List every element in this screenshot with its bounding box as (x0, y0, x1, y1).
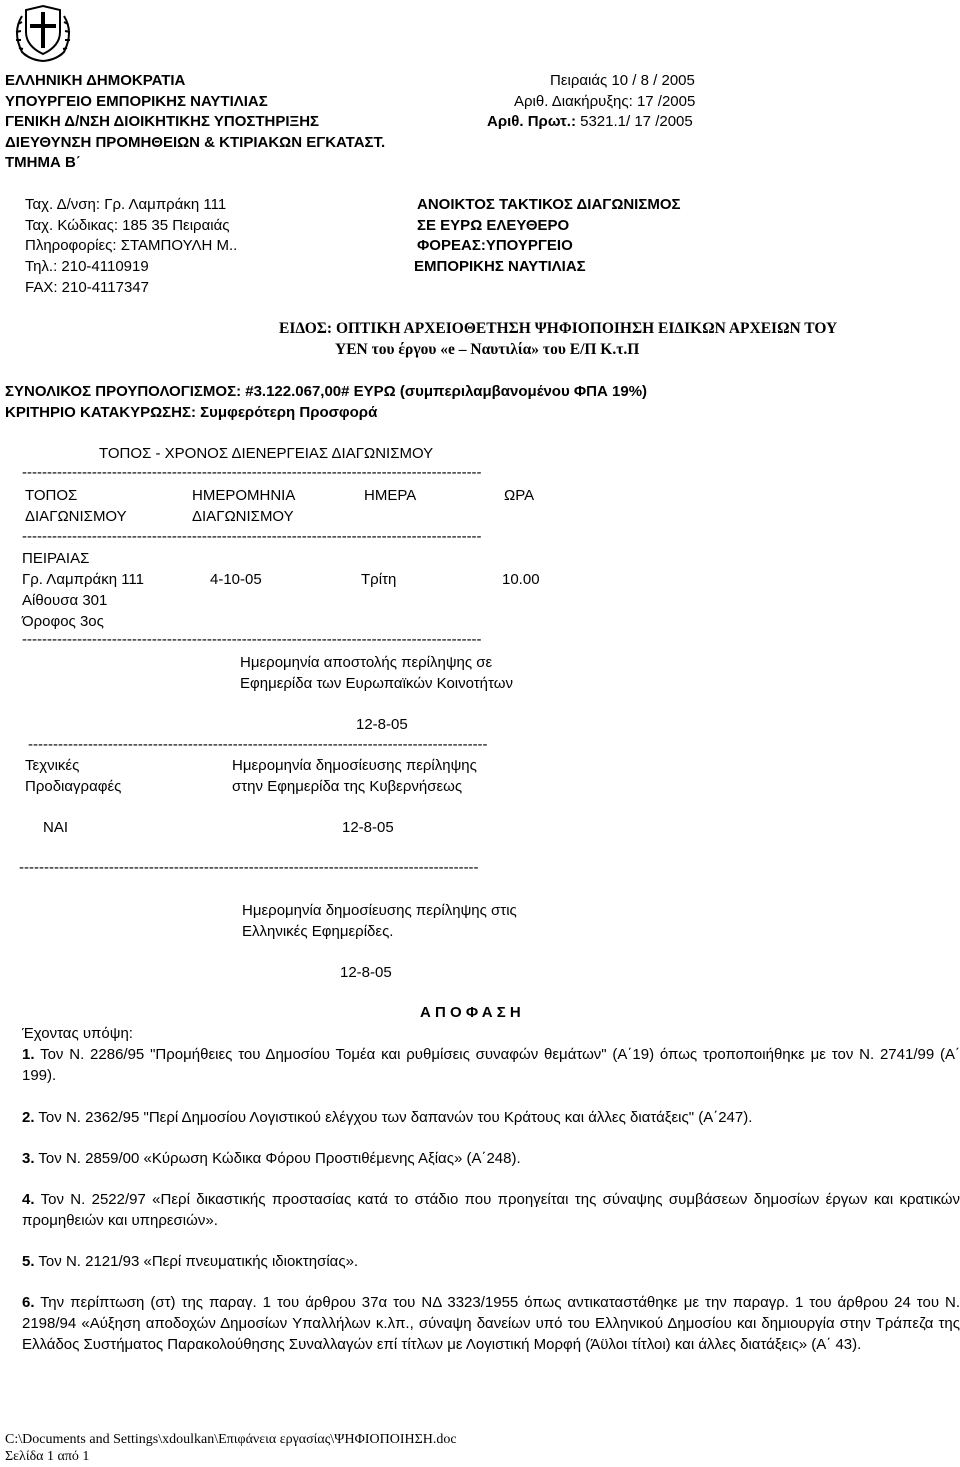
gov-gazette-label-2: στην Εφημερίδα της Κυβερνήσεως (232, 778, 463, 795)
decision-title: Α Π Ο Φ Α Σ Η (420, 1004, 521, 1021)
eu-publication-date: 12-8-05 (356, 716, 408, 733)
greek-newspapers-date: 12-8-05 (340, 964, 392, 981)
separator-line: -------------------------------------------------------------------------------------------- (22, 464, 482, 481)
header-directorate: ΔΙΕΥΘΥΝΣΗ ΠΡΟΜΗΘΕΙΩΝ & ΚΤΙΡΙΑΚΩΝ ΕΓΚΑΤΑΣΤ. (5, 134, 386, 151)
considering-label: Έχοντας υπόψη: (22, 1025, 133, 1042)
footer-page-number: Σελίδα 1 από 1 (5, 1449, 90, 1464)
legal-item: 3. Τον Ν. 2859/00 «Κύρωση Κώδικα Φόρου Προστιθέμενης Αξίας» (Α΄248). (22, 1150, 521, 1167)
eu-publication-label-2: Εφημερίδα των Ευρωπαϊκών Κοινοτήτων (240, 675, 513, 692)
footer-file-path: C:\Documents and Settings\xdoulkan\Επιφάνεια εργασίας\ΨΗΦΙΟΠΟΙΗΣΗ.doc (5, 1432, 457, 1447)
row-floor: Όροφος 3ος (22, 613, 104, 630)
legal-item: 2. Τον Ν. 2362/95 "Περί Δημοσίου Λογιστικού ελέγχου των δαπανών του Κράτους και άλλες διατάξεις" (Α΄247). (22, 1109, 753, 1126)
header-ministry: ΥΠΟΥΡΓΕΙΟ ΕΜΠΟΡΙΚΗΣ ΝΑΥΤΙΛΙΑΣ (5, 93, 268, 110)
gov-gazette-label: Ημερομηνία δημοσίευσης περίληψης (232, 757, 477, 774)
eu-publication-label: Ημερομηνία αποστολής περίληψης σε (240, 654, 493, 671)
tender-title-line: ΦΟΡΕΑΣ:ΥΠΟΥΡΓΕΙΟ (417, 237, 573, 254)
greek-newspapers-label-2: Ελληνικές Εφημερίδες. (242, 923, 394, 940)
greek-newspapers-label: Ημερομηνία δημοσίευσης περίληψης στις (242, 902, 517, 919)
legal-item: 4. Τον Ν. 2522/97 «Περί δικαστικής προστασίας κατά το στάδιο που προηγείται της σύναψης συμβάσεων δημοσίων έργων και κρατικών προμηθειών και υπηρεσιών». (22, 1191, 960, 1229)
gov-gazette-date: 12-8-05 (342, 819, 394, 836)
specs-value: ΝΑΙ (43, 819, 69, 836)
total-budget: ΣΥΝΟΛΙΚΟΣ ΠΡΟΥΠΟΛΟΓΙΣΜΟΣ: #3.122.067,00# ΕΥΡΩ (συμπεριλαμβανομένου ΦΠΑ 19%) (5, 383, 648, 400)
specs-label: Τεχνικές (25, 757, 80, 774)
header-place-sub: ΔΙΑΓΩΝΙΣΜΟΥ (25, 508, 127, 525)
award-criterion: ΚΡΙΤΗΡΙΟ ΚΑΤΑΚΥΡΩΣΗΣ: Συμφερότερη Προσφορά (5, 404, 378, 421)
header-time: ΩΡΑ (504, 487, 535, 504)
contact-phone: Τηλ.: 210-4110919 (25, 258, 149, 275)
protocol-number: Αριθ. Πρωτ.: 5321.1/ 17 /2005 (487, 113, 693, 130)
contact-fax: FAX: 210-4117347 (25, 279, 149, 296)
contact-address: Ταχ. Δ/νση: Γρ. Λαμπράκη 111 (25, 196, 227, 213)
separator-line: -------------------------------------------------------------------------------------------- (22, 631, 482, 648)
row-time: 10.00 (502, 571, 540, 588)
separator-line: -------------------------------------------------------------------------------------------- (19, 859, 479, 876)
header-directorate-general: ΓΕΝΙΚΗ Δ/ΝΣΗ ΔΙΟΙΚΗΤΙΚΗΣ ΥΠΟΣΤΗΡΙΞΗΣ (5, 113, 320, 130)
row-date: 4-10-05 (210, 571, 262, 588)
contact-postcode: Ταχ. Κώδικας: 185 35 Πειραιάς (25, 217, 230, 234)
separator-line: -------------------------------------------------------------------------------------------- (28, 736, 488, 753)
row-room: Αίθουσα 301 (22, 592, 108, 609)
greek-coat-of-arms-icon (8, 2, 78, 64)
legal-item: 6. Την περίπτωση (στ) της παραγ. 1 του άρθρου 37α του ΝΔ 3323/1955 όπως αντικαταστάθηκε με την παραγρ. 1 του άρθρου 24 του Ν. 2198/94 «Αύξηση αποδοχών Δημοσίων Υπαλλήλων κ.λπ., σύναψη δανείων υπό του Ελληνικού Δημοσίου και δημιουργία στην Τράπεζα της Ελλάδος Συστήματος Παρακολούθησης Συναλλαγών επί τίτλων με Λογιστική Μορφή (Άϋλοι τίτλοι) και άλλες διατάξεις» (Α΄ 43). (22, 1294, 960, 1353)
legal-item: 5. Τον Ν. 2121/93 «Περί πνευματικής ιδιοκτησίας». (22, 1253, 359, 1270)
place-time-heading: ΤΟΠΟΣ - ΧΡΟΝΟΣ ΔΙΕΝΕΡΓΕΙΑΣ ΔΙΑΓΩΝΙΣΜΟΥ (99, 445, 434, 462)
document-date: Πειραιάς 10 / 8 / 2005 (550, 72, 695, 89)
tender-title-line: ΑΝΟΙΚΤΟΣ ΤΑΚΤΙΚΟΣ ΔΙΑΓΩΝΙΣΜΟΣ (417, 196, 681, 213)
header-date: ΗΜΕΡΟΜΗΝΙΑ (192, 487, 296, 504)
notice-number: Αριθ. Διακήρυξης: 17 /2005 (514, 93, 696, 110)
row-day: Τρίτη (361, 571, 397, 588)
header-place: ΤΟΠΟΣ (25, 487, 78, 504)
separator-line: -------------------------------------------------------------------------------------------- (22, 528, 482, 545)
legal-item: 1. Τον Ν. 2286/95 "Προμήθειες του Δημοσίου Τομέα και ρυθμίσεις συναφών θεμάτων" (Α΄19) όπως τροποποιήθηκε με τον Ν. 2741/99 (Α΄ 199). (22, 1046, 960, 1084)
specs-label-2: Προδιαγραφές (25, 778, 122, 795)
header-section: ΤΜΗΜΑ Β΄ (5, 154, 81, 171)
row-city: ΠΕΙΡΑΙΑΣ (22, 550, 90, 567)
contact-info-person: Πληροφορίες: ΣΤΑΜΠΟΥΛΗ Μ.. (25, 237, 238, 254)
header-day: ΗΜΕΡΑ (364, 487, 417, 504)
row-street: Γρ. Λαμπράκη 111 (22, 571, 144, 588)
header-date-sub: ΔΙΑΓΩΝΙΣΜΟΥ (192, 508, 294, 525)
tender-kind-project: ΥΕΝ του έργου «e – Ναυτιλία» του Ε/Π Κ.τ.Π (335, 341, 640, 358)
header-country: ΕΛΛΗΝΙΚΗ ΔΗΜΟΚΡΑΤΙΑ (5, 72, 186, 89)
tender-title-line: ΣΕ ΕΥΡΩ ΕΛΕΥΘΕΡΟ (417, 217, 570, 234)
tender-kind: ΕΙΔΟΣ: ΟΠΤΙΚΗ ΑΡΧΕΙΟΘΕΤΗΣΗ ΨΗΦΙΟΠΟΙΗΣΗ ΕΙΔΙΚΩΝ ΑΡΧΕΙΩΝ ΤΟΥ (279, 320, 838, 337)
tender-title-line: ΕΜΠΟΡΙΚΗΣ ΝΑΥΤΙΛΙΑΣ (414, 258, 586, 275)
